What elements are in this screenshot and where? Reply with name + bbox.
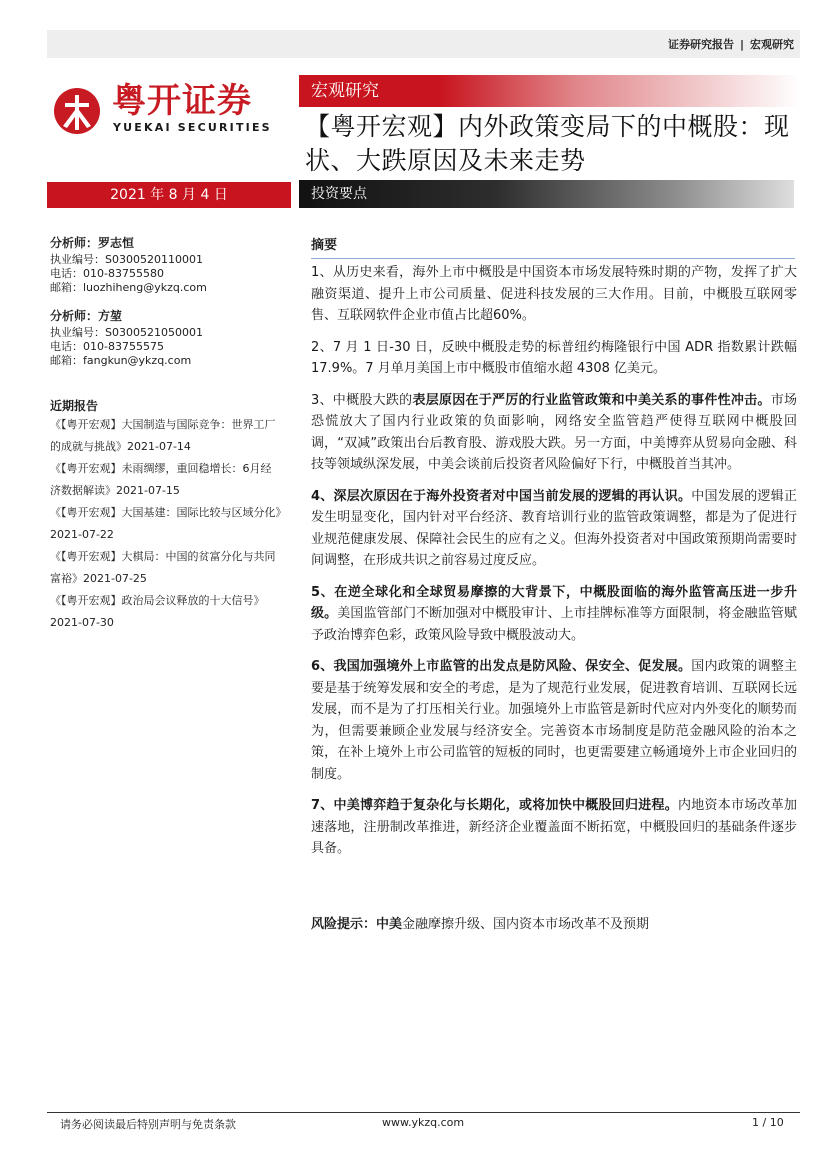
risk-warning — [311, 915, 797, 935]
summary-paragraph — [311, 486, 797, 572]
recent-report-item[interactable]: 《【粤开宏观】未雨绸缪，重回稳增长：6月经济数据解读》2021-07-15 — [50, 462, 272, 497]
header-bar — [47, 30, 800, 58]
logo-en: YUEKAI SECURITIES — [113, 121, 272, 134]
summary-paragraph — [311, 582, 797, 647]
recent-report-item[interactable]: 《【粤开宏观】大棋局：中国的贫富分化与共同富裕》2021-07-25 — [50, 550, 276, 585]
paragraph-emphasis: 4、深层次原因在于海外投资者对中国当前发展的逻辑的再认识。 — [311, 488, 692, 504]
summary-paragraph — [311, 337, 797, 380]
analyst-cert: 执业编号：S0300521050001 — [50, 326, 203, 339]
recent-report-item[interactable]: 《【粤开宏观】大国基建：国际比较与区域分化》2021-07-22 — [50, 506, 281, 541]
summary-paragraph — [311, 656, 797, 785]
paragraph-text: 2、7 月 1 日-30 日，反映中概股走势的标普纽约梅隆银行中国 ADR 指数累计跌幅 17.9%。7 月单月美国上市中概股市值缩水超 4308 亿美元。 — [311, 339, 797, 376]
footer-divider — [47, 1112, 800, 1113]
paragraph-text: 市场恐慌放大了国内行业政策的负面影响，网络安全监管趋严使得互联网中概股回调，“双减”政策出台后教育股、游戏股大跌。另一方面，中美博弈从贸易向金融、科技等领域纵深发展，中美会谈前后投资者风险偏好下行，中概股首当其冲。 — [311, 392, 797, 472]
paragraph-text: 中国发展的逻辑正发生明显变化，国内针对平台经济、教育培训行业的监管政策调整，都是为了促进行业规范健康发展、保障社会民生的应有之义。但海外投资者对中国政策预期尚需要时间调整，在形成共识之前容易过度反应。 — [311, 488, 797, 568]
footer-disclaimer[interactable]: 请务必阅读最后特别声明与免责条款 — [60, 1118, 236, 1131]
analyst-block — [50, 309, 203, 368]
summary-paragraph — [311, 795, 797, 860]
summary-paragraph — [311, 390, 797, 476]
header-category: 宏观研究 — [750, 38, 794, 51]
yuekai-logo-icon — [52, 86, 102, 136]
report-type: 证券研究报告 — [667, 38, 734, 51]
summary-title: 摘要 — [311, 234, 795, 259]
paragraph-emphasis: 表层原因在于严厉的行业监管政策和中美关系的事件性冲击。 — [412, 392, 771, 408]
paragraph-text: 国内政策的调整主要是基于统筹发展和安全的考虑，是为了规范行业发展，促进教育培训、互联网长远发展，而不是为了打压相关行业。加强境外上市监管是新时代应对内外变化的顺势而为，但需要兼顾企业发展与经济安全。完善资本市场制度是防范金融风险的治本之策，在补上境外上市公司监管的短板的同时，也更需要建立畅通境外上市企业回归的制度。 — [311, 659, 797, 782]
section-label: 投资要点 — [299, 180, 794, 208]
recent-reports-title: 近期报告 — [50, 399, 99, 413]
analyst-cert: 执业编号：S0300520110001 — [50, 253, 203, 266]
paragraph-text: 1、从历史来看，海外上市中概股是中国资本市场发展特殊时期的产物，发挥了扩大融资渠道、提升上市公司质量、促进科技发展的三大作用。目前，中概股互联网零售、互联网软件企业市值占比超60%。 — [311, 265, 797, 323]
paragraph-text: 内地资本市场改革加速落地，注册制改革推进，新经济企业覆盖面不断拓宽，中概股回归的基础条件逐步具备。 — [311, 798, 797, 856]
summary-body — [311, 262, 797, 870]
recent-reports-list — [50, 414, 282, 634]
summary-paragraph — [311, 262, 797, 327]
analyst-block — [50, 236, 207, 295]
risk-text: 金融摩擦升级、国内资本市场改革不及预期 — [402, 917, 650, 932]
footer-website[interactable]: www.ykzq.com — [382, 1116, 465, 1129]
category-label: 宏观研究 — [299, 75, 801, 107]
analyst-phone: 电话：010-83755580 — [50, 267, 164, 280]
page-number: 1 / 10 — [752, 1116, 784, 1129]
recent-report-item[interactable]: 《【粤开宏观】政治局会议释放的十大信号》2021-07-30 — [50, 594, 265, 629]
risk-label: 风险提示：中美 — [311, 917, 403, 932]
paragraph-prefix: 3、中概股大跌的 — [311, 392, 413, 408]
analyst-email: 邮箱：fangkun@ykzq.com — [50, 354, 192, 367]
analyst-email: 邮箱：luozhiheng@ykzq.com — [50, 281, 207, 294]
page-title: 【粤开宏观】内外政策变局下的中概股：现状、大跌原因及未来走势 — [305, 112, 790, 175]
paragraph-emphasis: 7、中美博弈趋于复杂化与长期化，或将加快中概股回归进程。 — [311, 798, 678, 813]
header-separator: | — [739, 38, 744, 51]
analyst-name: 分析师：罗志恒 — [50, 236, 135, 250]
paragraph-emphasis: 6、我国加强境外上市监管的出发点是防风险、保安全、促发展。 — [311, 659, 692, 674]
recent-report-item[interactable]: 《【粤开宏观】大国制造与国际竞争：世界工厂的成就与挑战》2021-07-14 — [50, 418, 276, 453]
report-date: 2021 年 8 月 4 日 — [47, 182, 291, 208]
analyst-name: 分析师：方堃 — [50, 309, 123, 323]
logo-cn: 粤开证券 — [112, 81, 252, 121]
analyst-phone: 电话：010-83755575 — [50, 340, 164, 353]
paragraph-emphasis: 5、在逆全球化和全球贸易摩擦的大背景下，中概股面临的海外监管高压进一步升级。 — [311, 584, 797, 621]
paragraph-text: 美国监管部门不断加强对中概股审计、上市挂牌标准等方面限制，将金融监管赋予政治博弈色彩，政策风险导致中概股波动大。 — [311, 606, 797, 643]
